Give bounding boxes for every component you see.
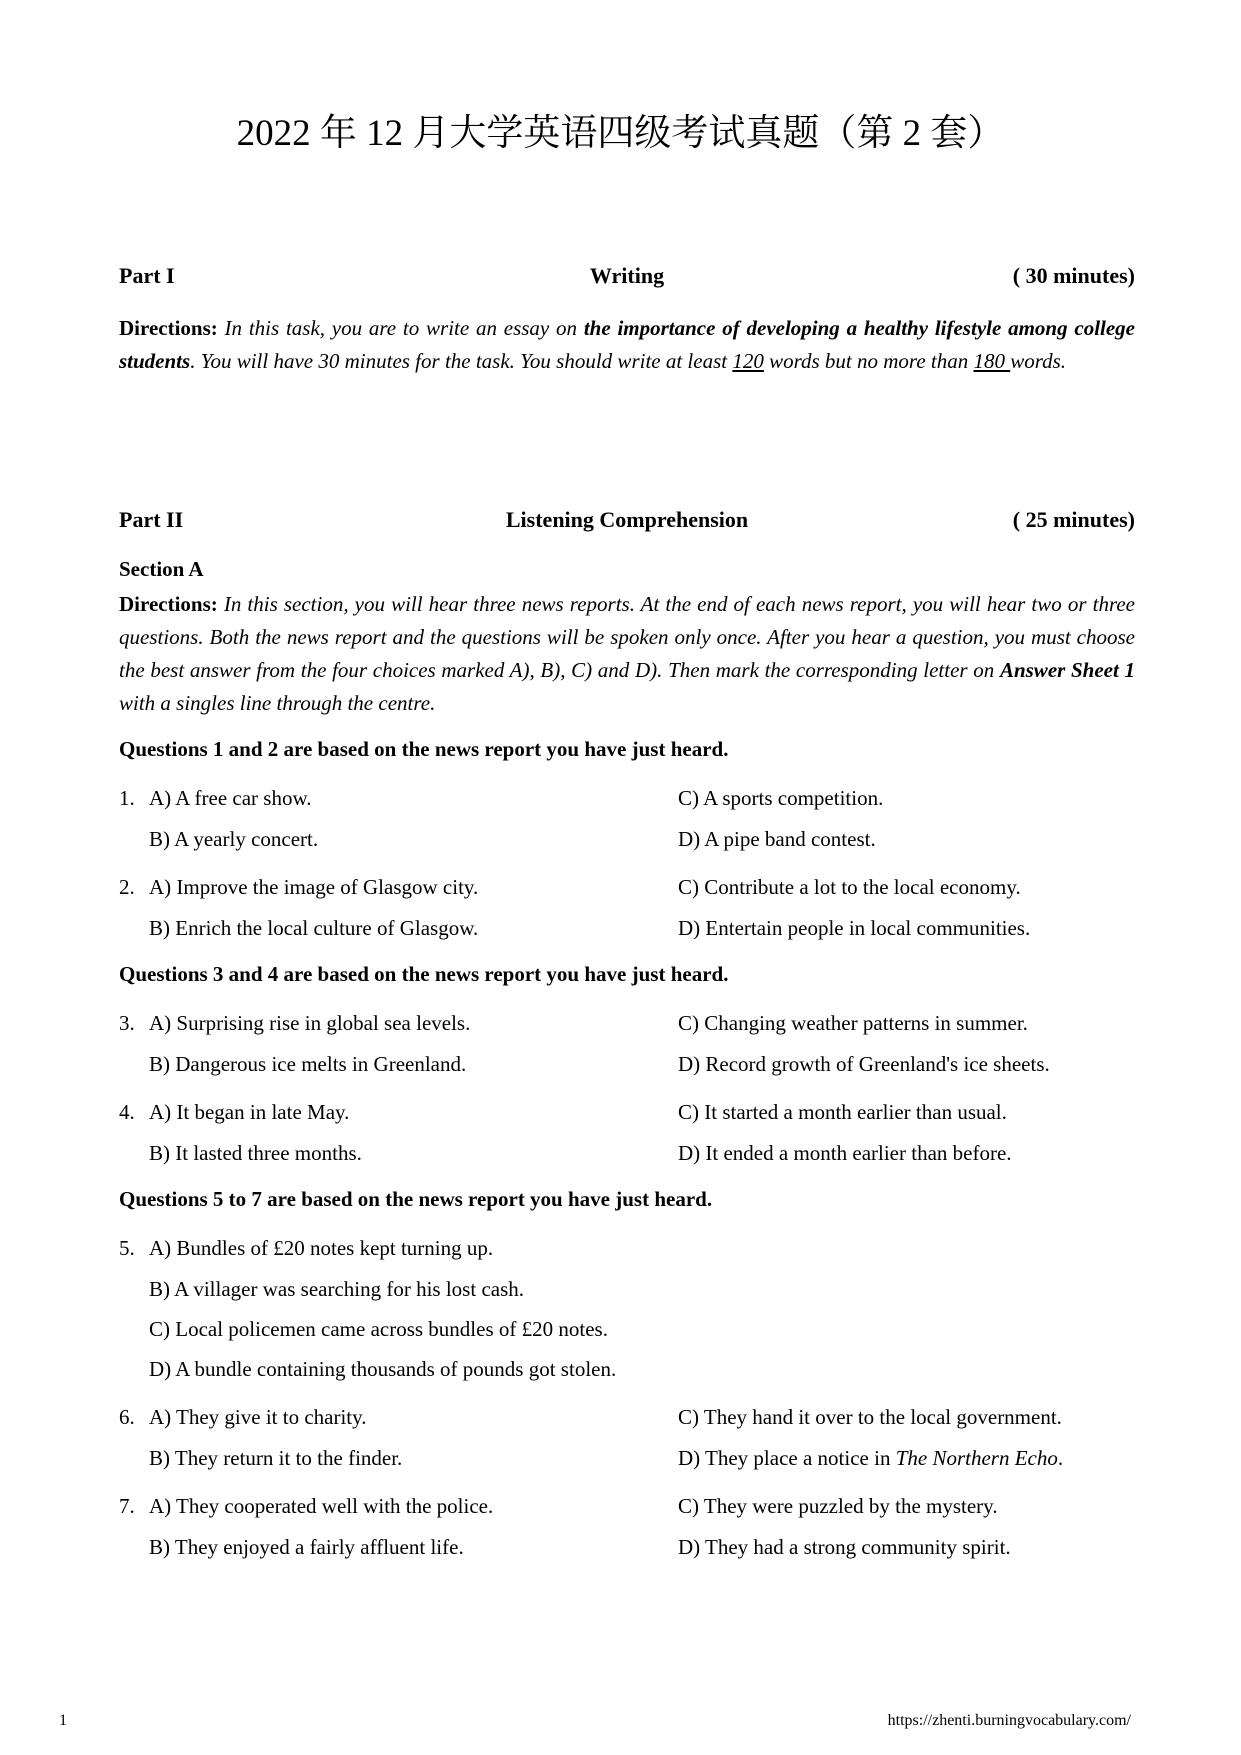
option-d: D) A bundle containing thousands of pounds got stolen.	[149, 1357, 617, 1381]
option-a: A) A free car show.	[149, 786, 312, 810]
answer-sheet-ref: Answer Sheet 1	[999, 658, 1135, 682]
option-a: A) They give it to charity.	[149, 1405, 367, 1429]
part2-name: Listening Comprehension	[505, 507, 749, 532]
option-a: A) Bundles of £20 notes kept turning up.	[149, 1236, 494, 1260]
min-words: 120	[732, 349, 764, 373]
essay-topic: the importance of developing a healthy lifestyle among college students	[119, 316, 1136, 373]
option-d-text: .	[1057, 1446, 1064, 1470]
option-a: A) Improve the image of Glasgow city.	[149, 875, 479, 899]
option-c: C) It started a month earlier than usual.	[678, 1100, 1007, 1124]
option-b: B) A yearly concert.	[149, 827, 319, 851]
directions-label: Directions:	[119, 316, 218, 340]
newspaper-title: The Northern Echo	[895, 1446, 1058, 1470]
part1-directions	[119, 312, 1135, 378]
question-number: 2.	[119, 875, 135, 899]
option-d: D) They had a strong community spirit.	[678, 1535, 1011, 1559]
page-title: 2022 年 12 月大学英语四级考试真题（第 2 套）	[236, 113, 1005, 154]
directions-text: . You will have 30 minutes for the task. You should write at least	[190, 349, 733, 373]
option-a: A) Surprising rise in global sea levels.	[149, 1011, 471, 1035]
part1-name: Writing	[589, 263, 665, 288]
option-c: C) Contribute a lot to the local economy.	[678, 875, 1021, 899]
option-c: C) They were puzzled by the mystery.	[678, 1494, 998, 1518]
question-group-heading: Questions 1 and 2 are based on the news report you have just heard.	[119, 737, 729, 761]
question-number: 5.	[119, 1236, 135, 1260]
option-b: B) Dangerous ice melts in Greenland.	[149, 1052, 467, 1076]
option-a: A) It began in late May.	[149, 1100, 350, 1124]
page-number: 1	[59, 1712, 67, 1729]
directions-label: Directions:	[119, 592, 218, 616]
part2-directions	[119, 588, 1135, 720]
option-b: B) A villager was searching for his lost cash.	[149, 1277, 525, 1301]
option-d: D) Record growth of Greenland's ice sheets.	[678, 1052, 1050, 1076]
option-d: D) A pipe band contest.	[678, 827, 876, 851]
option-c: C) Local policemen came across bundles of £20 notes.	[149, 1317, 608, 1341]
part2-header	[119, 507, 1135, 537]
option-d: D) Entertain people in local communities.	[678, 916, 1031, 940]
footer-url[interactable]: https://zhenti.burningvocabulary.com/	[887, 1712, 1131, 1729]
directions-text: words but no more than	[763, 349, 974, 373]
directions-text: In this section, you will hear three news reports. At the end of each news report, you will hear two or three questions. Both the news report and the questions will be spoken only once. After you hear a question, you must choose the best answer from the four choices marked A), B), C) and D). Then mark the corresponding letter on	[119, 592, 1135, 682]
part2-label: Part II	[119, 507, 184, 532]
option-d: D) It ended a month earlier than before.	[678, 1141, 1012, 1165]
directions-text: In this task, you are to write an essay on	[217, 316, 584, 340]
option-c: C) Changing weather patterns in summer.	[678, 1011, 1028, 1035]
option-b: B) Enrich the local culture of Glasgow.	[149, 916, 479, 940]
question-number: 3.	[119, 1011, 135, 1035]
part1-time: ( 30 minutes)	[1012, 263, 1135, 288]
option-b: B) It lasted three months.	[149, 1141, 362, 1165]
option-a: A) They cooperated well with the police.	[149, 1494, 494, 1518]
question-number: 7.	[119, 1494, 135, 1518]
part2-time: ( 25 minutes)	[1012, 507, 1135, 532]
directions-text: words.	[1010, 349, 1067, 373]
directions-text: with a singles line through the centre.	[119, 691, 436, 715]
question-number: 6.	[119, 1405, 135, 1429]
section-title: Section A	[119, 557, 204, 581]
max-words: 180	[973, 349, 1011, 373]
option-d	[678, 1444, 1063, 1472]
option-d-text: D) They place a notice in	[678, 1446, 896, 1470]
option-b: B) They return it to the finder.	[149, 1446, 403, 1470]
question-group-heading: Questions 5 to 7 are based on the news report you have just heard.	[119, 1187, 713, 1211]
part1-label: Part I	[119, 263, 175, 288]
question-number: 1.	[119, 786, 135, 810]
option-b: B) They enjoyed a fairly affluent life.	[149, 1535, 464, 1559]
option-c: C) They hand it over to the local government.	[678, 1405, 1062, 1429]
option-c: C) A sports competition.	[678, 786, 884, 810]
question-group-heading: Questions 3 and 4 are based on the news report you have just heard.	[119, 962, 729, 986]
question-number: 4.	[119, 1100, 135, 1124]
part1-header	[119, 263, 1135, 293]
